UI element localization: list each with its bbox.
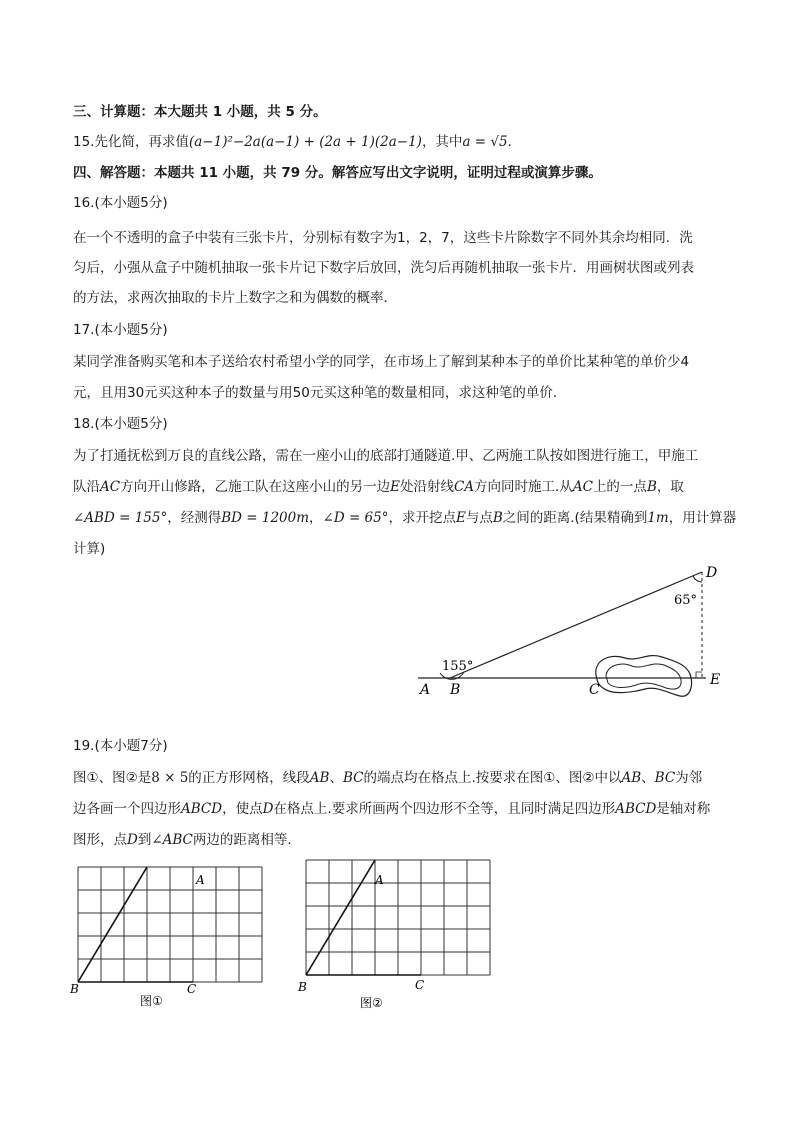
figure-caption-2: 图② [360, 996, 383, 1010]
q16-text-line: 匀后，小强从盒子中随机抽取一张卡片记下数字后放回，洗匀后再随机抽取一张卡片．用画树状图或列表 [73, 260, 694, 276]
q19-math: AB [621, 770, 642, 786]
q18-text-line: 为了打通抚松到万良的直线公路，需在一座小山的底部打通隧道.甲、乙两施工队按如图进行施工，甲施工 [73, 448, 699, 464]
grid-lines [78, 867, 262, 982]
q19-text: 图①、图②是 [73, 770, 152, 786]
line-bd [450, 572, 702, 678]
q19-text: 两边的距离相等． [192, 832, 301, 848]
q17-label: 17.(本小题5分) [73, 322, 168, 338]
point-label-b: B [298, 980, 307, 994]
q18-text: ， [309, 510, 323, 526]
q19-label: 19.(本小题7分) [73, 738, 168, 754]
point-label-a: A [420, 682, 431, 698]
q19-math: BC [654, 770, 676, 786]
q19-text: ，使点 [222, 801, 263, 817]
q19-math: ∠ABC [151, 832, 193, 848]
angle-arc-d [693, 576, 702, 582]
point-label-b: B [450, 682, 461, 698]
q17-text-line: 某同学准备购买笔和本子送给农村希望小学的同学，在市场上了解到某种本子的单价比某种笔的单价少4 [73, 354, 690, 370]
q19-math: ABCD [615, 801, 657, 817]
q18-text: 处沿射线 [399, 479, 454, 495]
q19-text: 边各画一个四边形 [73, 801, 181, 817]
q18-math: E [455, 510, 466, 526]
q19-text: 、 [329, 770, 343, 786]
q18-text-line [73, 508, 736, 528]
angle-label-65: 65° [674, 593, 698, 608]
section3-header: 三、计算题：本大题共 1 小题，共 5 分。 [73, 104, 327, 120]
q19-math: BC [342, 770, 364, 786]
q18-text: 队沿 [73, 479, 100, 495]
q18-text: 上的一点 [592, 479, 647, 495]
q18-text: ，求开挖点 [388, 510, 456, 526]
q19-text: 、 [641, 770, 655, 786]
q18-text: ，用计算器 [668, 510, 737, 526]
q15-mid: ，其中 [421, 134, 463, 150]
grid-figure-2 [298, 852, 508, 1022]
q19-text: 的正方形网格，线段 [188, 770, 310, 786]
q15-expression: (a−1)²−2a(a−1) + (2a + 1)(2a−1) [188, 134, 422, 150]
q18-text-line: 计算) [73, 541, 106, 557]
q18-text: 方向同时施工.从 [474, 479, 573, 495]
q18-math: B [646, 479, 657, 495]
q15-line [73, 132, 512, 152]
q19-math: ABCD [181, 801, 223, 817]
q19-text-line [73, 830, 301, 850]
q18-math: E [390, 479, 400, 495]
q18-math: B [492, 510, 503, 526]
q18-text: ，经测得 [167, 510, 222, 526]
q18-math: ∠D = 65° [322, 510, 389, 526]
q18-math: AC [100, 479, 121, 495]
q15-prefix: 15.先化简，再求值 [73, 134, 189, 150]
q16-label: 16.(本小题5分) [73, 195, 168, 211]
q19-text: 图形，点 [73, 832, 127, 848]
q19-text: 到 [137, 832, 152, 848]
q18-text-line [73, 477, 684, 497]
q15-condition: a = √5 [462, 134, 508, 150]
q19-text: 在格点上.要求所画两个四边形不全等，且同时满足四边形 [273, 801, 616, 817]
q16-text-line: 在一个不透明的盒子中装有三张卡片，分别标有数字为1，2，7，这些卡片除数字不同外其余均相同．洗 [73, 230, 693, 246]
point-label-c: C [187, 982, 197, 996]
right-angle-e [696, 672, 702, 678]
q19-text: 为邻 [675, 770, 703, 786]
q19-math: 8 × 5 [151, 770, 189, 786]
figure-caption-1: 图① [140, 994, 163, 1008]
q19-text: 的端点均在格点上.按要求在图①、图②中以 [363, 770, 622, 786]
point-label-c: C [589, 682, 600, 698]
segment-ab [78, 867, 147, 982]
point-label-a: A [375, 873, 384, 887]
q18-math: 1m [647, 510, 669, 526]
mountain-outline [596, 656, 692, 697]
point-label-a: A [196, 873, 205, 887]
q18-text: 之间的距离.(结果精确到 [502, 510, 648, 526]
q18-text: 方向开山修路，乙施工队在这座小山的另一边 [120, 479, 391, 495]
q19-math: D [127, 832, 138, 848]
point-label-d: D [706, 565, 718, 581]
point-label-b: B [70, 982, 79, 996]
section4-header: 四、解答题：本题共 11 小题，共 79 分。解答应写出文字说明，证明过程或演算步骤。 [73, 165, 602, 181]
q19-math: AB [309, 770, 330, 786]
q17-text-line: 元，且用30元买这种本子的数量与用50元买这种笔的数量相同，求这种笔的单价． [73, 385, 567, 401]
angle-label-155: 155° [442, 659, 474, 674]
q19-text-line [73, 799, 710, 819]
mountain-inner [606, 664, 681, 689]
q18-label: 18.(本小题5分) [73, 416, 168, 432]
q15-end: . [507, 134, 512, 150]
grid-figure-1 [70, 862, 280, 1022]
segment-ab [306, 860, 375, 975]
q19-text: 是轴对称 [656, 801, 711, 817]
q19-text-line [73, 768, 702, 788]
q18-text: ，取 [656, 479, 684, 495]
point-label-e: E [710, 672, 721, 688]
point-label-c: C [415, 978, 425, 992]
q18-math: BD = 1200m [221, 510, 310, 526]
q19-math: D [262, 801, 274, 817]
q18-figure [410, 560, 740, 700]
grid-lines [306, 860, 490, 975]
q18-math: AC [572, 479, 593, 495]
q18-text: 与点 [465, 510, 493, 526]
q16-text-line: 的方法，求两次抽取的卡片上数字之和为偶数的概率． [73, 290, 397, 306]
q18-math: CA [453, 479, 475, 495]
q18-math: ∠ABD = 155° [73, 510, 168, 526]
